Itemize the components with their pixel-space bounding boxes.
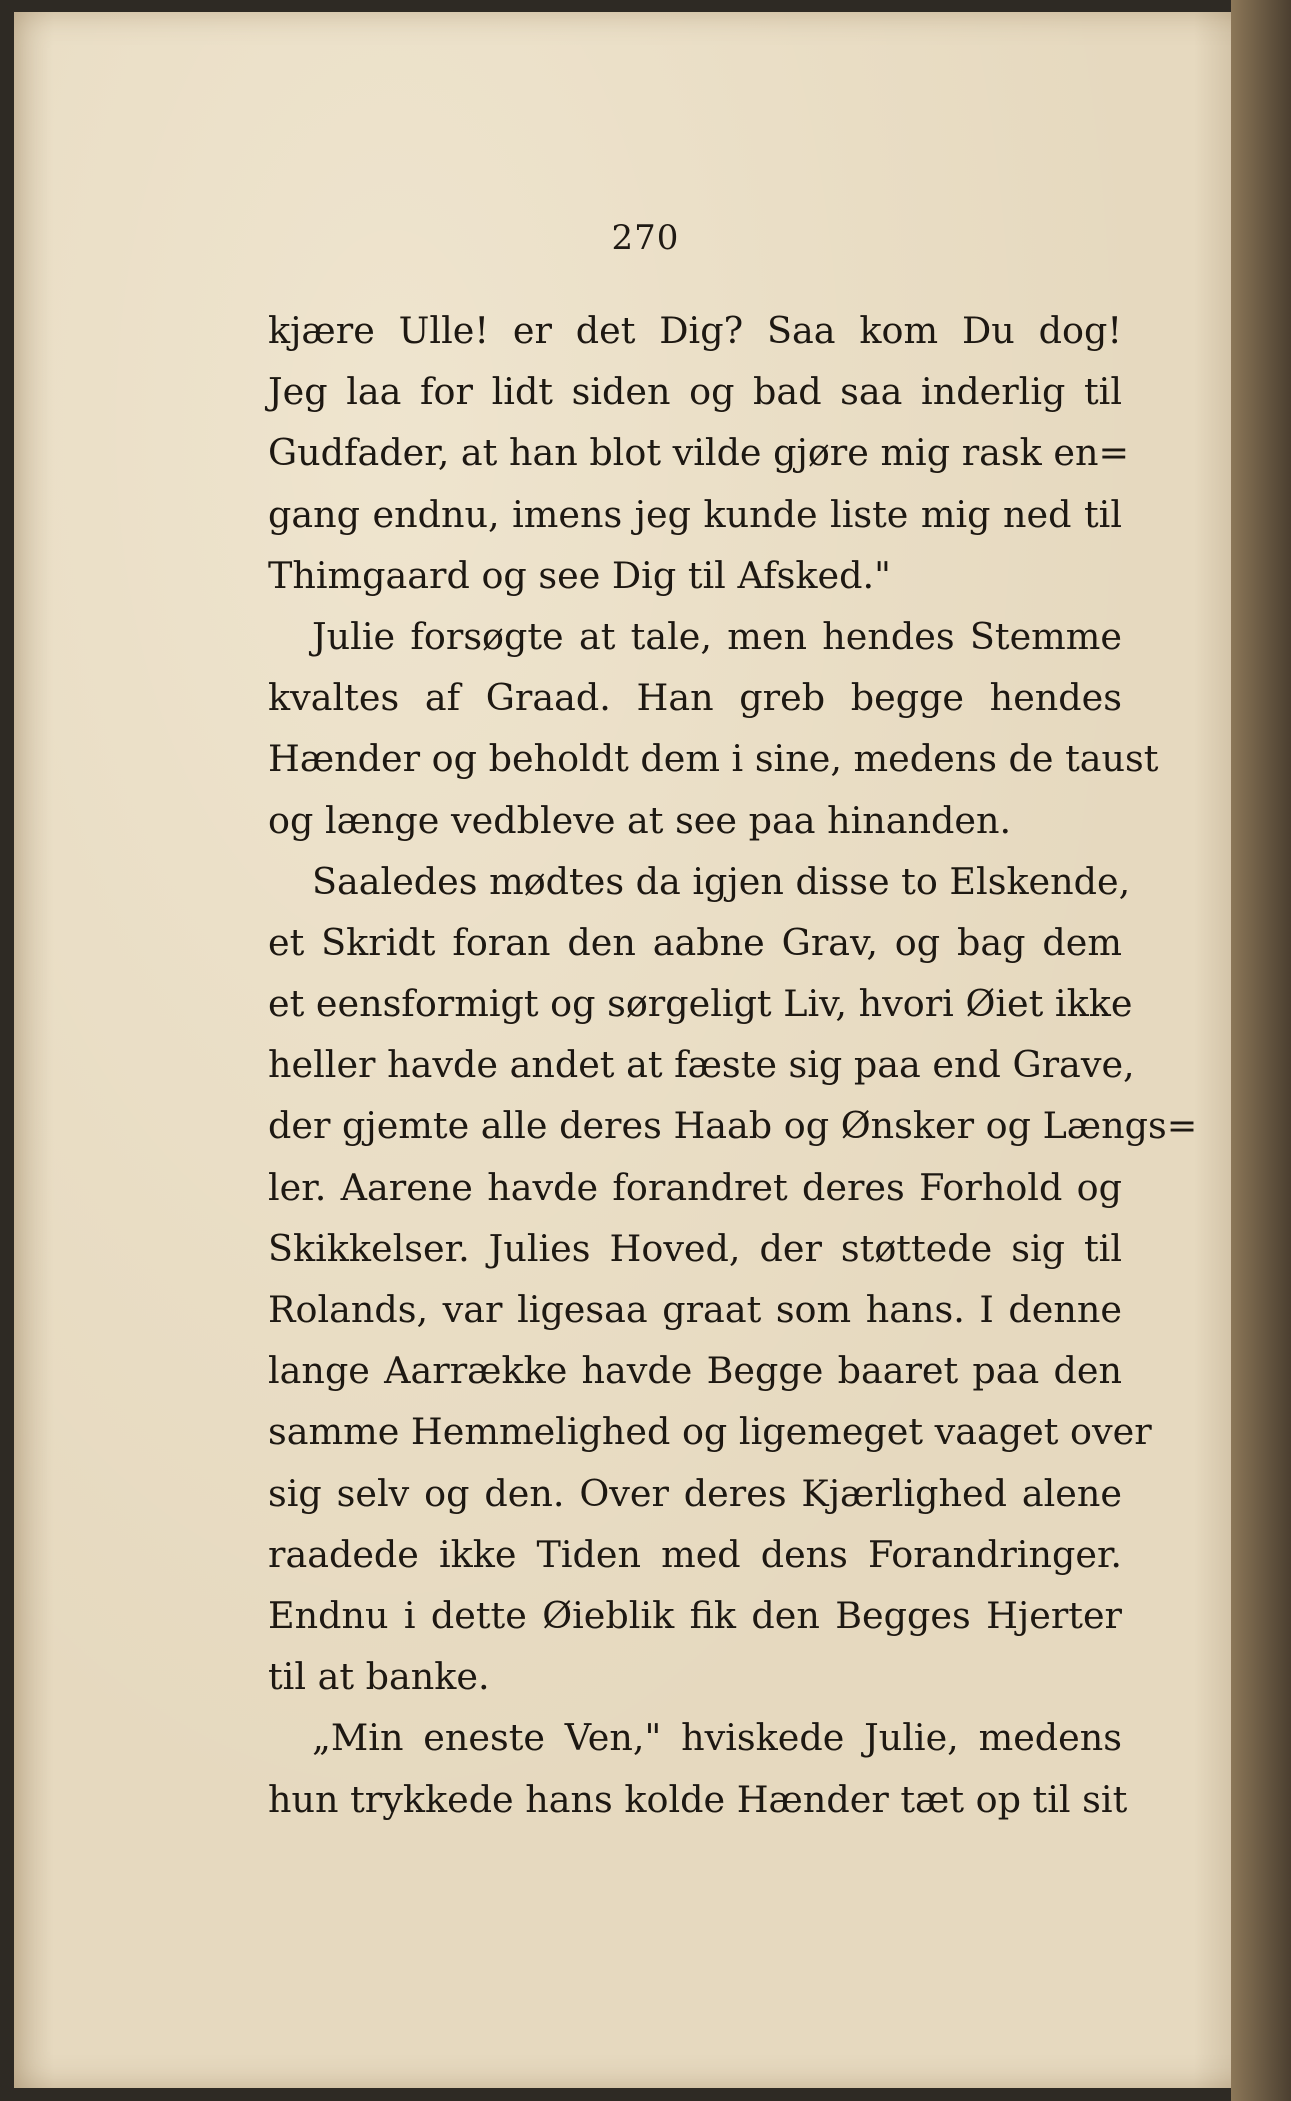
text-line: samme Hemmelighed og ligemeget vaaget over <box>268 1410 1152 1454</box>
text-line: Jeg laa for lidt siden og bad saa inderlig til <box>268 370 1122 414</box>
text-line: Endnu i dette Øieblik fik den Begges Hjerter <box>268 1593 1122 1637</box>
text-line: et Skridt foran den aabne Grav, og bag dem <box>268 920 1122 964</box>
text-line: Saaledes mødtes da igjen disse to Elskende, <box>312 859 1131 903</box>
text-line: gang endnu, imens jeg kunde liste mig ned til <box>268 492 1122 536</box>
text-line: sig selv og den. Over deres Kjærlighed alene <box>268 1471 1122 1515</box>
text-line: til at banke. <box>268 1655 490 1699</box>
text-line: raadede ikke Tiden med dens Forandringer. <box>268 1532 1122 1576</box>
text-line: Skikkelser. Julies Hoved, der støttede sig til <box>268 1226 1122 1270</box>
text-line: hun trykkede hans kolde Hænder tæt op til sit <box>268 1777 1128 1821</box>
text-line: Thimgaard og see Dig til Afsked." <box>268 553 891 597</box>
text-line: heller havde andet at fæste sig paa end Grave, <box>268 1043 1135 1087</box>
body-text <box>268 300 1198 1830</box>
text-line: Gudfader, at han blot vilde gjøre mig rask en= <box>268 431 1130 475</box>
text-line: lange Aarrække havde Begge baaret paa den <box>268 1349 1122 1393</box>
text-line: Julie forsøgte at tale, men hendes Stemme <box>312 614 1122 658</box>
text-line: Hænder og beholdt dem i sine, medens de taust <box>268 737 1159 781</box>
text-line: ler. Aarene havde forandret deres Forhold og <box>268 1165 1122 1209</box>
text-line: kvaltes af Graad. Han greb begge hendes <box>268 676 1122 720</box>
book-gutter <box>1231 0 1291 2101</box>
page-number: 270 <box>611 218 680 258</box>
text-line: „Min eneste Ven," hviskede Julie, medens <box>312 1716 1122 1760</box>
text-line: Rolands, var ligesaa graat som hans. I denne <box>268 1288 1122 1331</box>
text-line: der gjemte alle deres Haab og Ønsker og Længs= <box>268 1104 1198 1148</box>
text-line: og længe vedbleve at see paa hinanden. <box>268 798 1012 842</box>
text-line: et eensformigt og sørgeligt Liv, hvori Øiet ikke <box>268 982 1133 1026</box>
text-line: kjære Ulle! er det Dig? Saa kom Du dog! <box>268 309 1122 352</box>
